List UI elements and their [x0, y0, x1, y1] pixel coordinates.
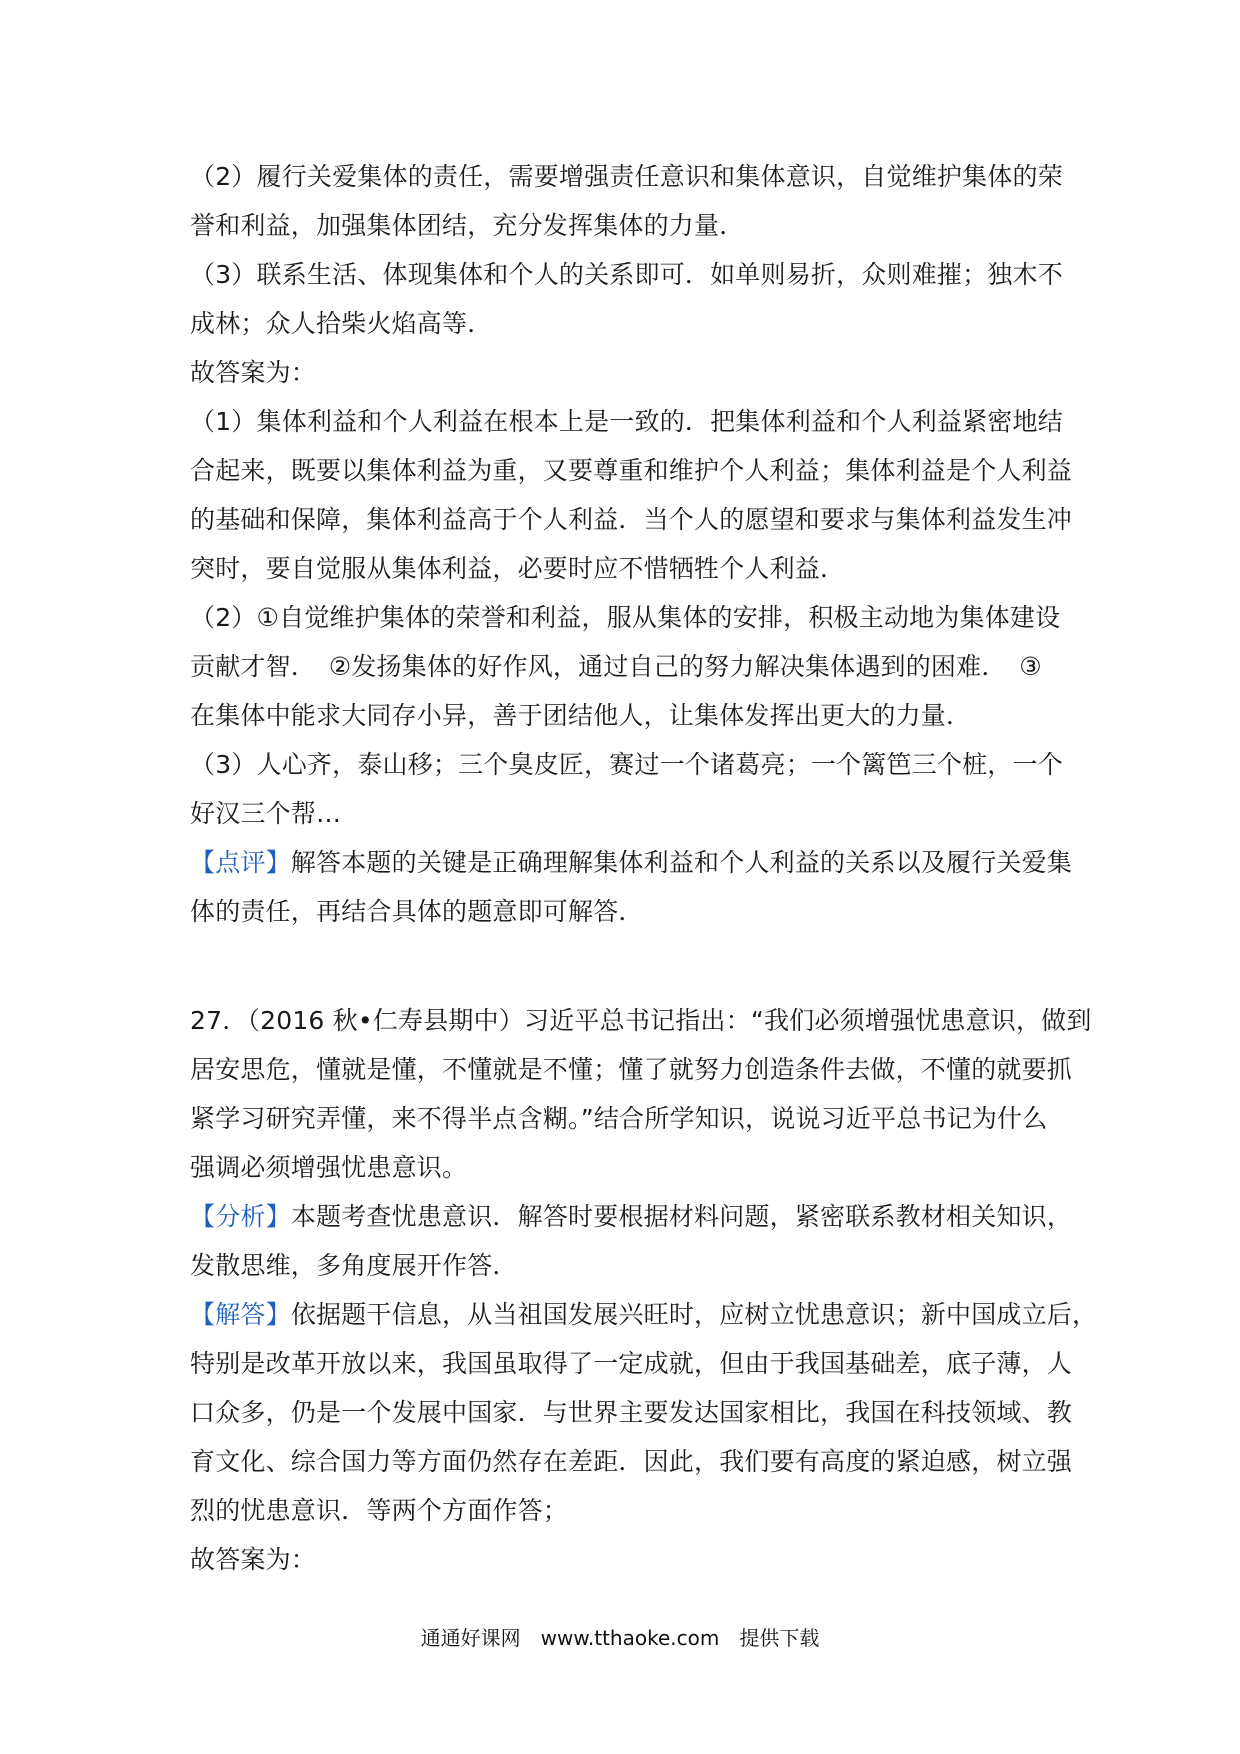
- comment-tag: 【点评】: [190, 848, 291, 877]
- question-line: 强调必须增强忧患意识。: [190, 1153, 468, 1182]
- body-line: （1）集体利益和个人利益在根本上是一致的．把集体利益和个人利益紧密地结: [190, 407, 1063, 436]
- body-line: 好汉三个帮…: [190, 799, 342, 828]
- question-line: 居安思危，懂就是懂，不懂就是不懂；懂了就努力创造条件去做，不懂的就要抓: [190, 1055, 1073, 1084]
- analysis-line: 发散思维，多角度展开作答．: [190, 1251, 518, 1280]
- body-line: 在集体中能求大同存小异，善于团结他人，让集体发挥出更大的力量．: [190, 701, 972, 730]
- page-content: [190, 152, 1098, 1584]
- answer-line: [190, 1290, 1098, 1339]
- section-gap: [190, 936, 1060, 996]
- answer-tag: 【解答】: [190, 1300, 291, 1329]
- page-footer: 通通好课网 www.tthaoke.com 提供下载: [420, 1626, 820, 1650]
- answer-line: 口众多，仍是一个发展中国家．与世界主要发达国家相比，我国在科技领域、教: [190, 1398, 1073, 1427]
- answer-label: 故答案为：: [190, 358, 317, 387]
- comment-line: 体的责任，再结合具体的题意即可解答．: [190, 897, 644, 926]
- comment-line: [190, 838, 1073, 887]
- analysis-line: [190, 1192, 1073, 1241]
- body-line: 合起来，既要以集体利益为重，又要尊重和维护个人利益；集体利益是个人利益: [190, 456, 1073, 485]
- analysis-tag: 【分析】: [190, 1202, 291, 1231]
- comment-text: 解答本题的关键是正确理解集体利益和个人利益的关系以及履行关爱集: [290, 848, 1073, 877]
- body-line: 贡献才智． ②发扬集体的好作风，通过自己的努力解决集体遇到的困难． ③: [190, 652, 1042, 681]
- body-line: （3）人心齐，泰山移；三个臭皮匠，赛过一个诸葛亮；一个篱笆三个桩，一个: [190, 750, 1063, 779]
- body-line: （2）①自觉维护集体的荣誉和利益，服从集体的安排，积极主动地为集体建设: [190, 603, 1061, 632]
- analysis-text: 本题考查忧患意识．解答时要根据材料问题，紧密联系教材相关知识，: [290, 1202, 1073, 1231]
- body-line: 誉和利益，加强集体团结，充分发挥集体的力量．: [190, 211, 745, 240]
- body-line: （2）履行关爱集体的责任，需要增强责任意识和集体意识，自觉维护集体的荣: [190, 162, 1063, 191]
- answer-line: 烈的忧患意识．等两个方面作答；: [190, 1496, 569, 1525]
- answer-label: 故答案为：: [190, 1545, 317, 1574]
- body-line: 成林；众人拾柴火焰高等．: [190, 309, 493, 338]
- body-line: 突时，要自觉服从集体利益，必要时应不惜牺牲个人利益．: [190, 554, 846, 583]
- answer-line: 育文化、综合国力等方面仍然存在差距．因此，我们要有高度的紧迫感，树立强: [190, 1447, 1073, 1476]
- answer-text: 依据题干信息，从当祖国发展兴旺时，应树立忧患意识；新中国成立后，: [290, 1300, 1098, 1329]
- answer-line: 特别是改革开放以来，我国虽取得了一定成就，但由于我国基础差，底子薄，人: [190, 1349, 1073, 1378]
- question-line: 27．（2016 秋•仁寿县期中）习近平总书记指出：“我们必须增强忧患意识，做到: [190, 1006, 1092, 1035]
- body-line: （3）联系生活、体现集体和个人的关系即可．如单则易折，众则难摧；独木不: [190, 260, 1063, 289]
- body-line: 的基础和保障，集体利益高于个人利益．当个人的愿望和要求与集体利益发生冲: [190, 505, 1073, 534]
- question-line: 紧学习研究弄懂，来不得半点含糊。”结合所学知识，说说习近平总书记为什么: [190, 1104, 1048, 1133]
